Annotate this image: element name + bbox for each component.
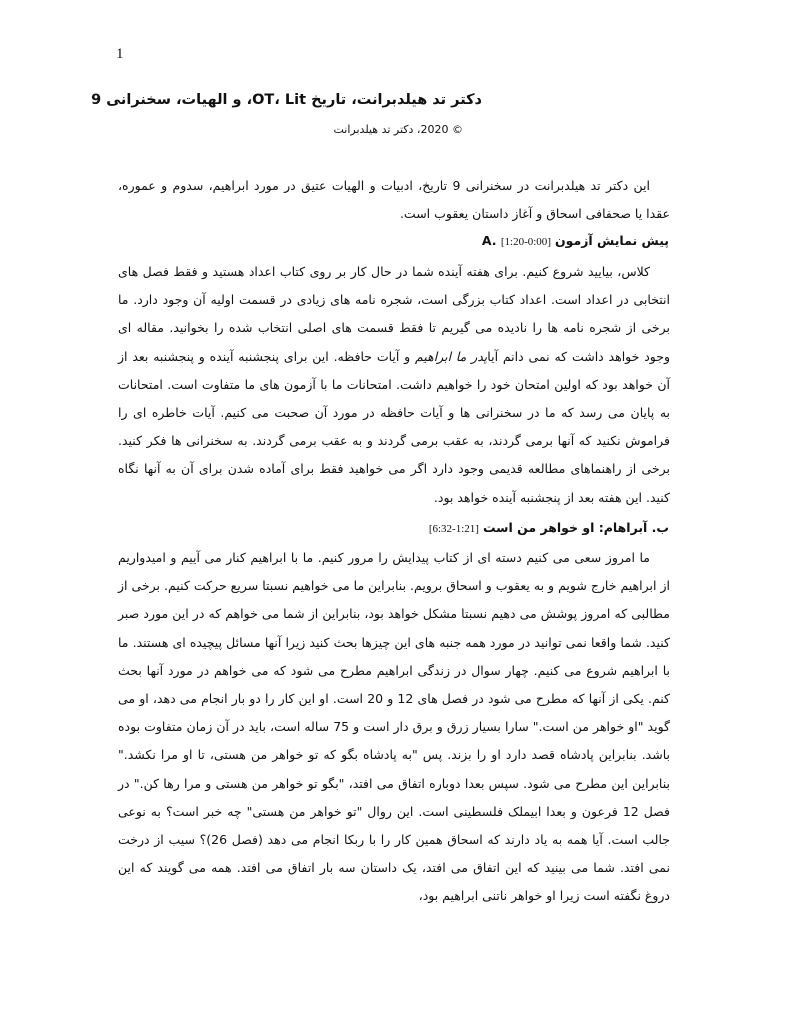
page-number: 1 <box>116 46 124 62</box>
section-a-text-before: کلاس، بیایید شروع کنیم. برای هفته آینده شما در حال کار بر روی کتاب اعداد هستید و فقط فصل های انتخابی در اعداد است. اعداد کتاب بزرگی است، شجره نامه های زیادی در قسمت اولیه آن وجود دارد. ما برخی از شجره نامه ها را نادیده می گیریم تا فقط قسمت های اصلی انتخاب شده را بخوانید. مقاله ای وجود خواهد داشت که نمی دانم آیا <box>118 264 670 364</box>
section-a-body <box>118 258 670 512</box>
section-a-heading <box>118 233 669 248</box>
section-a-timestamp: [0:00-1:20] <box>500 236 551 248</box>
copyright-line: © 2020، دکتر تد هیلدبرانت <box>333 123 463 136</box>
intro-paragraph <box>118 172 670 228</box>
intro-text: این دکتر تد هیلدبرانت در سخنرانی 9 تاریخ، ادبیات و الهیات عتیق در مورد ابراهیم، سدوم و عموره، عقدا یا صحفافی اسحاق و آغاز داستان یعقوب است. <box>118 178 670 222</box>
section-b-paragraph: ما امروز سعی می کنیم دسته ای از کتاب پیدایش را مرور کنیم. ما با ابراهیم کنار می آییم و امیدواریم از ابراهیم خارج شویم و به یعقوب و اسحاق برویم. بنابراین ما می خواهیم نسبتا سریع حرکت کنیم. برخی از مطالبی که امروز پوشش می دهیم نسبتا مشکل خواهد بود، بنابراین از شما می خواهم که در این مورد صبر کنید. شما واقعا نمی توانید در مورد همه جنبه های این چیزها بحث کنید زیرا آنها مسائل پیچیده ای هستند. ما با ابراهیم شروع می کنیم. چهار سوال در زندگی ابراهیم مطرح می شود که می خواهم در مورد آنها بحث کنم. یکی از آنها که مطرح می شود در فصل های 12 و 20 است. او این کار را دو بار انجام می دهد، او می گوید "او خواهر من است." سارا بسیار زرق و برق دار است و 75 ساله است، باید در آن زمان متفاوت بوده باشد. بنابراین پادشاه قصد دارد او را بزند. پس "به پادشاه بگو که تو خواهر من هستی، تا او مرا نکشد." بنابراین این مطرح می شود. سپس بعدا دوباره اتفاق می افتد، "بگو تو خواهر من هستی و مرا رها کن." در فصل 12 فرعون و بعدا ابیملک فلسطینی است. این روال "تو خواهر من هستی" چه خبر است؟ به نوعی جالب است. آیا همه به یاد دارند که اسحاق همین کار را با ربکا انجام می دهد (فصل 26)؟ سیب از درخت نمی افتد. شما می بینید که این اتفاق می افتد، یک داستان سه بار اتفاق می افتد. همه می گویند که این دروغ نگفته است زیرا او خواهر ناتنی ابراهیم بود، <box>118 550 671 904</box>
section-b-body <box>118 544 670 911</box>
section-a-paragraph <box>118 258 670 512</box>
section-b-label: ب. آبراهام: او خواهر من است <box>482 520 669 535</box>
section-a-text-after: و آیات حافظه. این برای پنجشنبه آینده و پنجشنبه بعد از آن خواهد بود که اولین امتحان خود را خواهیم داشت. امتحانات ما با آزمون های ما متفاوت است. امتحانات به پایان می رسد که ما در سخنرانی ها و آیات حافظه در مورد آن صحبت می کنیم. آیات خاطره ای را فراموش نکنید که آنها برمی گردند، به عقب برمی گردند و به عقب برمی گردند. به سخنرانی ها فکر کنید. برخی از راهنماهای مطالعه قدیمی وجود دارد اگر می خواهید فقط برای آماده شدن برای آن به آنها نگاه کنید. این هفته بعد از پنجشنبه آینده خواهد بود. <box>118 348 670 505</box>
section-b-heading <box>118 520 669 535</box>
section-a-label: A. پیش نمایش آزمون <box>481 233 669 248</box>
document-title: دکتر تد هیلدبرانت، تاریخ OT، Lit، و الهیات، سخنرانی 9 <box>91 92 482 108</box>
section-a-text-emphasis: پدر ما ابراهیم <box>415 348 488 364</box>
section-b-timestamp: [1:21-6:32] <box>428 523 479 535</box>
